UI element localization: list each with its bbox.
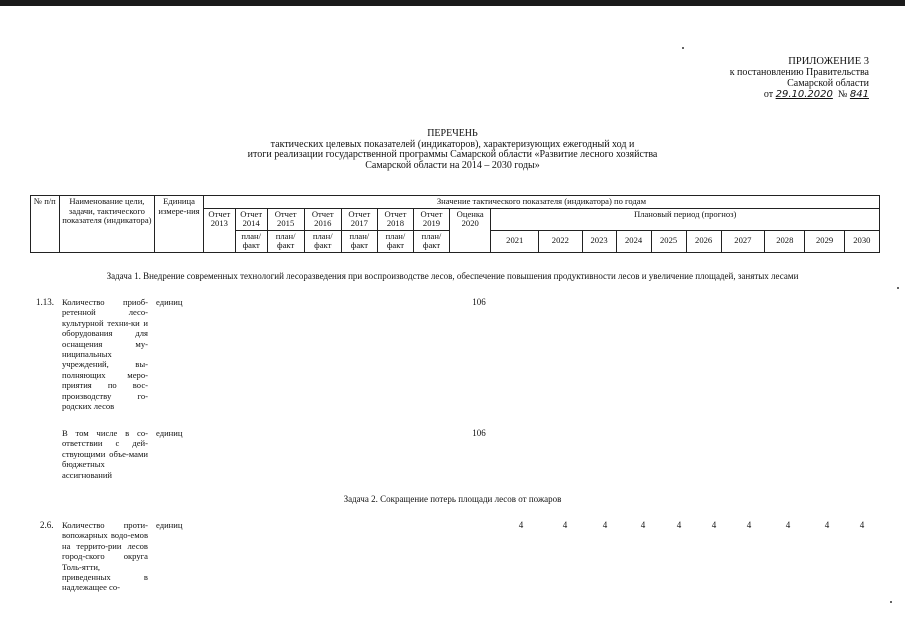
row-value-2024: 4 — [640, 520, 646, 530]
row-value: 106 — [472, 428, 486, 438]
row-value: 106 — [472, 297, 486, 307]
scan-speck — [897, 287, 899, 289]
header-year-2024: 2024 — [616, 230, 651, 252]
row-indicator-name: Количество приоб-ретенной лесо-культурной техни-ки и оборудования для оснащения му-ниципальных учреждений, вы-полняющих меро-приятия по вос-производству го-родских лесов — [62, 297, 148, 412]
title-line-3: Самарской области на 2014 – 2030 годы» — [365, 159, 540, 171]
header-report-2013: Отчет 2013 — [203, 208, 235, 252]
appendix-title: ПРИЛОЖЕНИЕ 3 — [788, 56, 869, 67]
row-value-2023: 4 — [602, 520, 608, 530]
header-plan-fact: план/ факт — [377, 230, 413, 252]
header-year-2022: 2022 — [539, 230, 583, 252]
date-value: 29.10.2020 — [775, 89, 833, 100]
header-group: Значение тактического показателя (индикатора) по годам — [203, 196, 879, 209]
row-value-2021: 4 — [518, 520, 524, 530]
number-prefix: № — [837, 89, 848, 100]
header-year-2023: 2023 — [582, 230, 616, 252]
header-year-2030: 2030 — [844, 230, 879, 252]
header-report-2018: Отчет 2018 — [377, 208, 413, 230]
header-report-2016: Отчет 2016 — [304, 208, 341, 230]
header-year-2021: 2021 — [491, 230, 539, 252]
header-report-2017: Отчет 2017 — [341, 208, 377, 230]
row-unit: единиц — [156, 520, 183, 530]
row-value-2026: 4 — [711, 520, 717, 530]
header-report-2014: Отчет 2014 — [235, 208, 267, 230]
header-year-2028: 2028 — [765, 230, 805, 252]
row-indicator-name: В том числе в со-ответствии с дей-ствующими объе-мами бюджетных ассигнований — [62, 428, 148, 480]
appendix-date-line — [730, 89, 869, 100]
header-estimate-2020: Оценка 2020 — [450, 208, 491, 252]
header-number: № п/п — [31, 196, 60, 253]
row-unit: единиц — [156, 428, 183, 438]
title-heading: ПЕРЕЧЕНЬ — [427, 128, 478, 139]
task-1-heading: Задача 1. Внедрение современных технологий лесоразведения при воспроизводстве лесов, обеспечение повышения продуктивности лесов и увеличение площадей, занятых лесами — [106, 271, 799, 281]
indicator-table-header — [30, 195, 880, 253]
header-report-2019: Отчет 2019 — [413, 208, 449, 230]
scan-speck — [890, 601, 892, 603]
header-plan-fact: план/ факт — [341, 230, 377, 252]
title-line-1: тактических целевых показателей (индикаторов), характеризующих ежегодный ход и — [270, 138, 635, 150]
header-plan-fact: план/ факт — [267, 230, 304, 252]
row-value-2028: 4 — [785, 520, 791, 530]
scan-speck — [682, 47, 684, 49]
header-unit: Единица измере-ния — [155, 196, 204, 253]
row-number: 1.13. — [36, 297, 54, 307]
appendix-block — [730, 56, 869, 100]
appendix-line-2: Самарской области — [787, 78, 869, 89]
row-number: 2.6. — [40, 520, 54, 530]
scan-top-border — [0, 0, 905, 6]
header-year-2027: 2027 — [721, 230, 765, 252]
header-report-2015: Отчет 2015 — [267, 208, 304, 230]
header-plan-fact: план/ факт — [413, 230, 449, 252]
header-plan-period: Плановый период (прогноз) — [491, 208, 880, 230]
appendix-line-1: к постановлению Правительства — [729, 67, 869, 78]
row-indicator-name: Количество проти-вопожарных водо-емов на террито-рии лесов город-ского округа Толь-ятти, приведенных в надлежащее со- — [62, 520, 148, 593]
row-value-2022: 4 — [562, 520, 568, 530]
header-name: Наименование цели, задачи, тактического показателя (индикатора) — [59, 196, 154, 253]
row-value-2029: 4 — [824, 520, 830, 530]
row-value-2025: 4 — [676, 520, 682, 530]
header-plan-fact: план/ факт — [235, 230, 267, 252]
header-year-2029: 2029 — [805, 230, 844, 252]
header-year-2025: 2025 — [651, 230, 686, 252]
header-plan-fact: план/ факт — [304, 230, 341, 252]
title-line-2: итоги реализации государственной программы Самарской области «Развитие лесного хозяйства — [247, 149, 658, 160]
header-year-2026: 2026 — [686, 230, 721, 252]
row-unit: единиц — [156, 297, 183, 307]
document-title — [0, 129, 905, 171]
task-2-heading: Задача 2. Сокращение потерь площади лесов от пожаров — [343, 494, 562, 504]
row-value-2030: 4 — [859, 520, 865, 530]
row-value-2027: 4 — [746, 520, 752, 530]
date-prefix: от — [763, 89, 774, 100]
number-value: 841 — [849, 89, 869, 100]
